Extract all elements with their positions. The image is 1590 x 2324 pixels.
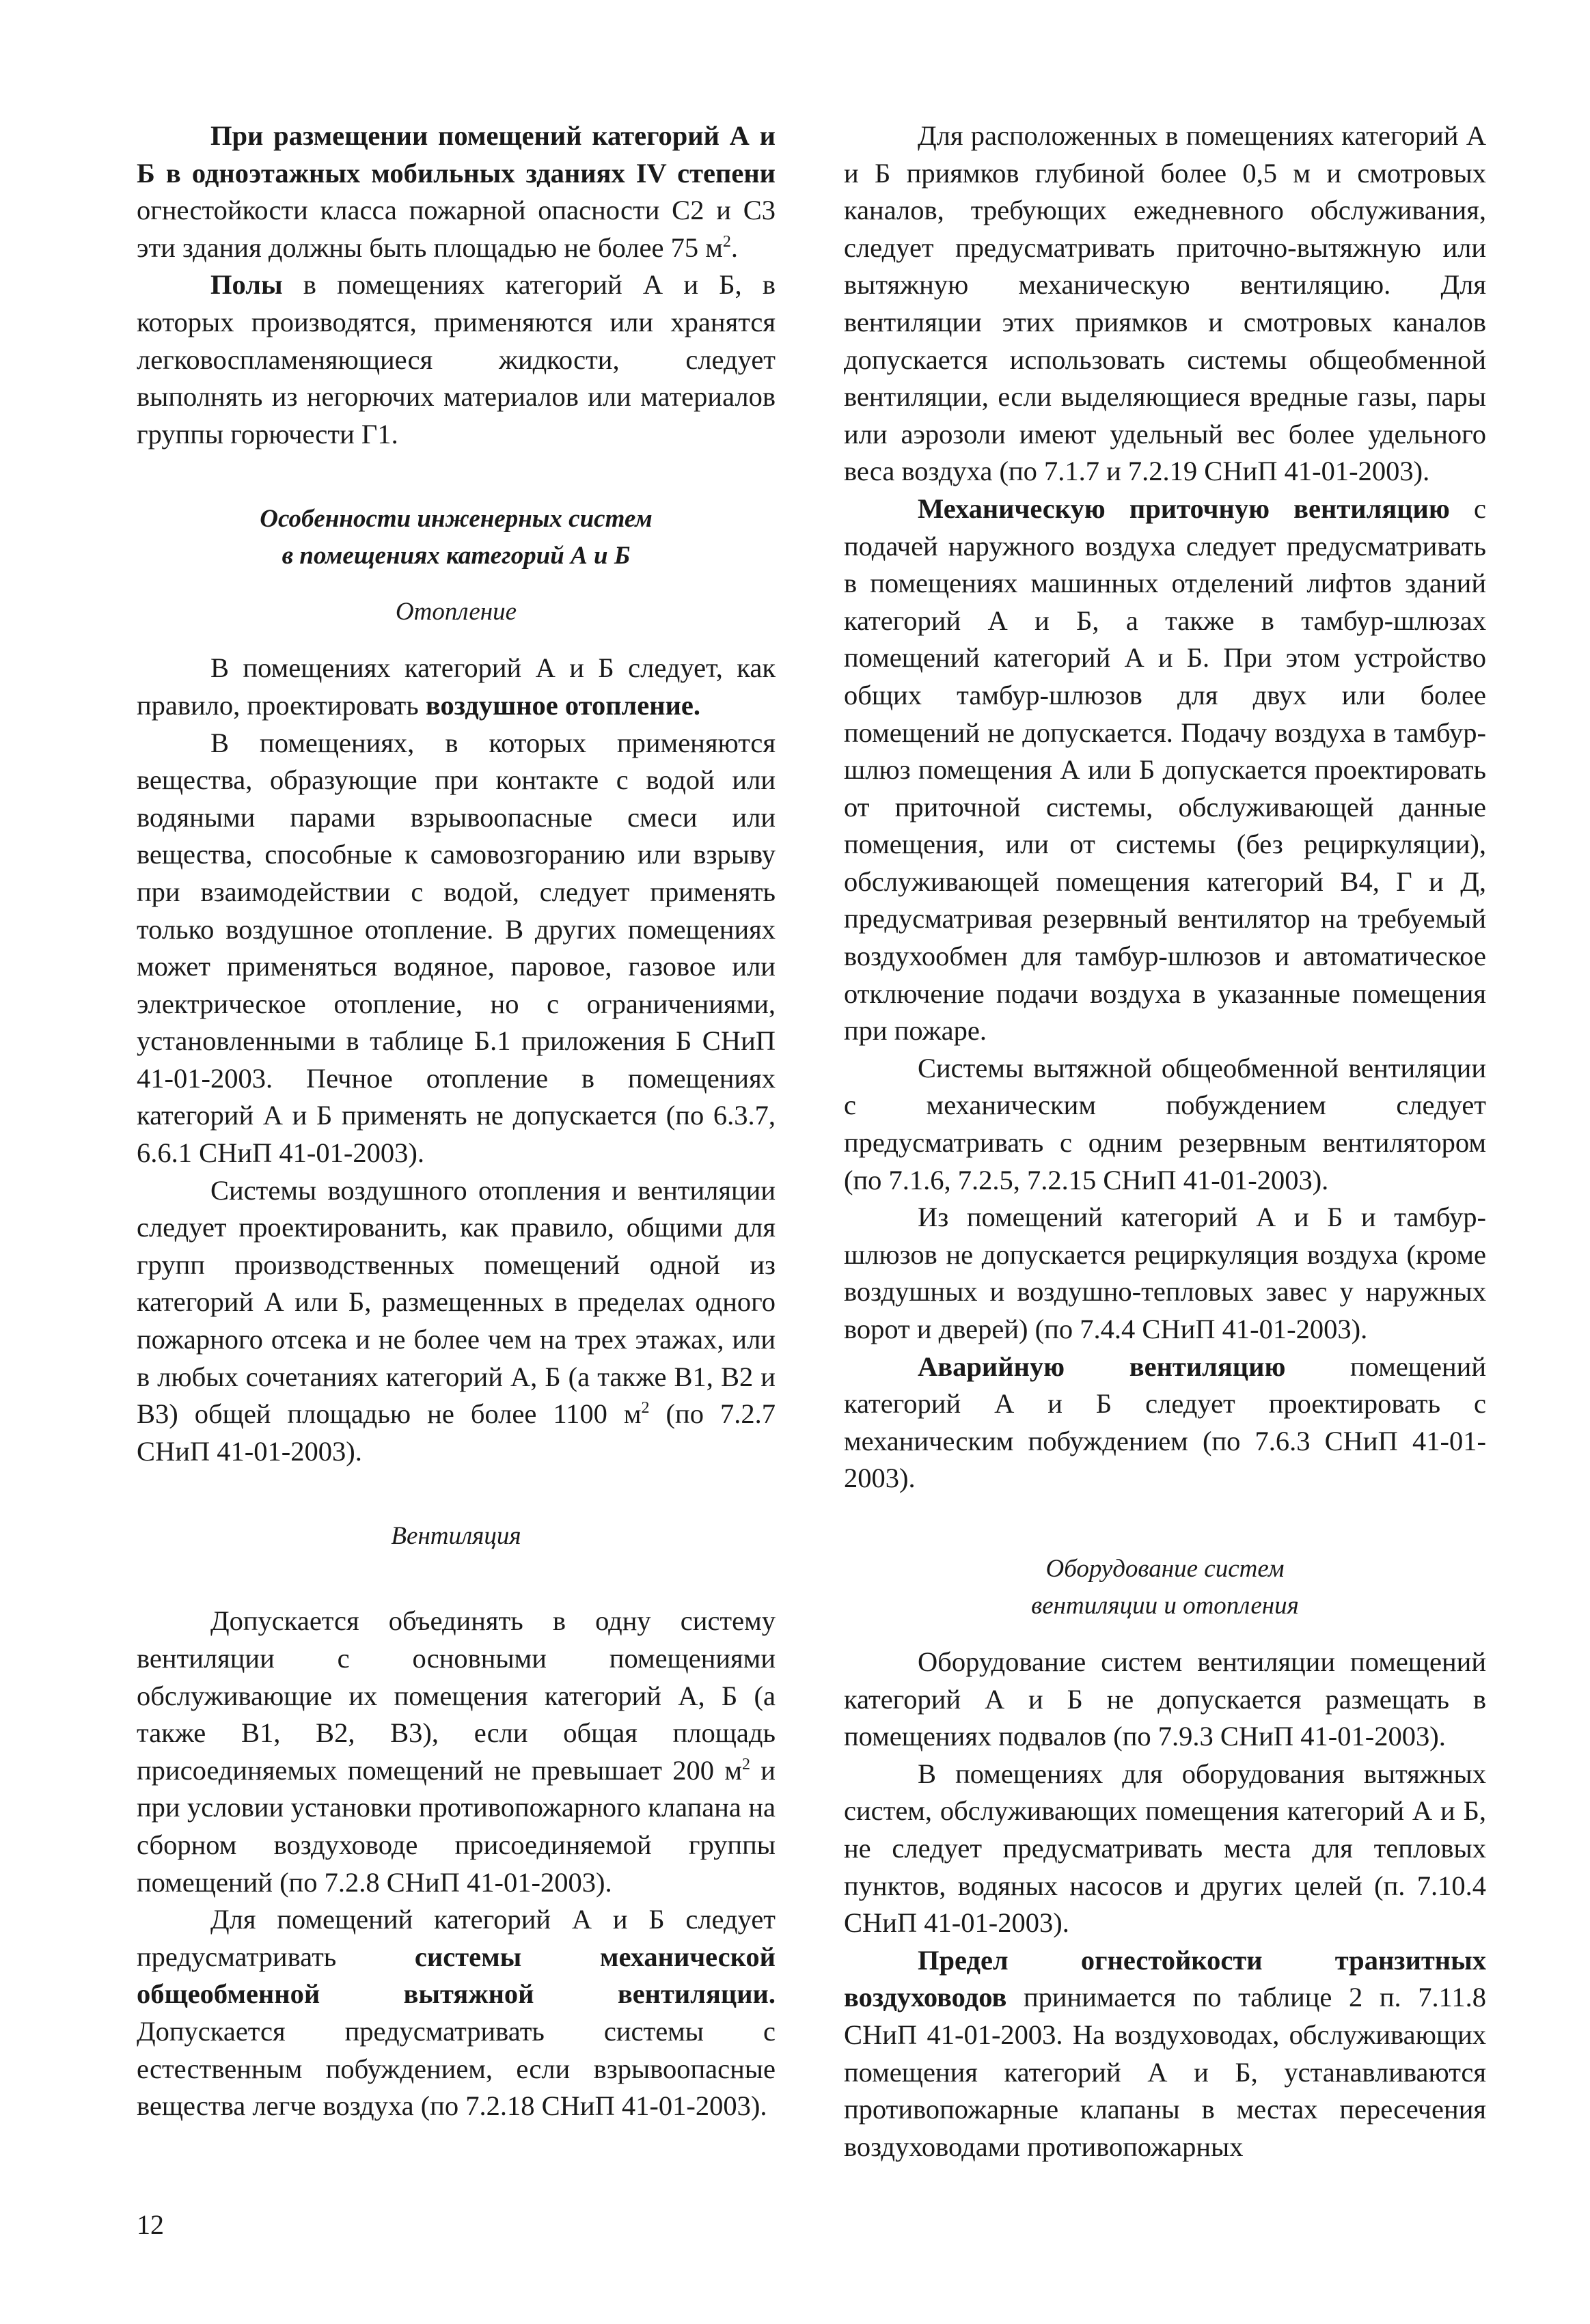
paragraph-air-heating-systems: Системы воздушного отопления и вентиляции следует проектированить, как правило, общими для групп производственных помещений одной из категорий А или Б, размещенных в пределах одного пожарного отсека и не более чем на трех этажах, или в любых сочетаниях категорий А, Б (а также В1, В2 и В3) общей площадью не более 1100 $м^2$ (по 7.2.7 СНиП 41-01-2003).	[137, 1174, 776, 1467]
section-heading-engineering-systems: Особенности инженерных систем в помещениях категорий А и Б	[260, 505, 653, 570]
paragraph-mobile-buildings: При размещении помещений категорий А и Б в одноэтажных мобильных зданиях IV степени огнестойкости класса пожарной опасности С2 и С3 эти здания должны быть площадью не более 75 $м^2$.	[137, 120, 776, 263]
paragraph-recirculation: Из помещений категорий А и Б и тамбур-шлюзов не допускается рециркуляция воздуха (кроме воздушных и воздушно-тепловых завес у наружных ворот и дверей) (по 7.4.4 СНиП 41-01-2003).	[844, 1202, 1486, 1344]
paragraph-reserve-fan: Системы вытяжной общеобменной вентиляции с механическим побуждением следует предусматривать с одним резервным вентилятором (по 7.1.6, 7.2.5, 7.2.15 СНиП 41-01-2003).	[844, 1052, 1486, 1195]
left-column	[137, 117, 776, 2125]
paragraph-basement-equipment: Оборудование систем вентиляции помещений категорий А и Б не допускается размещать в помещениях подвалов (по 7.9.3 СНиП 41-01-2003).	[844, 1646, 1486, 1752]
paragraph-supply-ventilation: Механическую приточную вентиляцию с подачей наружного воздуха следует предусматривать в помещениях машинных отделений лифтов зданий категорий А и Б, а также в тамбур-шлюзах помещений категорий А и Б. При этом устройство общих тамбур-шлюзов для двух или более помещений не допускается. Подачу воздуха в тамбур-шлюз помещения А или Б допускается проектировать от приточной системы, обслуживающей данные помещения, или от системы (без рециркуляции), обслуживающей помещения категорий В4, Г и Д, предусматривая резервный вентилятор на требуемый воздухообмен для тамбур-шлюзов и автоматическое отключение подачи воздуха в указанные помещения при пожаре.	[844, 493, 1486, 1047]
page-number: 12	[137, 2209, 164, 2240]
right-column	[844, 117, 1486, 2166]
subsection-heading-ventilation: Вентиляция	[391, 1522, 521, 1551]
paragraph-exhaust-equipment-rooms: В помещениях для оборудования вытяжных систем, обслуживающих помещения категорий А и Б, не следует предусматривать места для тепловых пунктов, водяных насосов и других целей (п. 7.10.4 СНиП 41-01-2003).	[844, 1758, 1486, 1939]
section-heading-equipment: Оборудование систем вентиляции и отопления	[1031, 1554, 1299, 1620]
paragraph-combined-ventilation: Допускается объединять в одну систему вентиляции с основными помещениями обслуживающие их помещения категорий А, Б (а также В1, В2, В3), если общая площадь присоединяемых помещений не превышает 200 $м^2$ и при условии установки противопожарного клапана на сборном воздуховоде присоединяемой группы помещений (по 7.2.8 СНиП 41-01-2003).	[137, 1605, 776, 1898]
paragraph-pits-and-channels: Для расположенных в помещениях категорий А и Б приямков глубиной более 0,5 м и смотровых каналов, требующих ежедневного обслуживания, следует предусматривать приточно-вытяжную или вытяжную механическую вентиляцию. Для вентиляции этих приямков и смотровых каналов допускается использовать системы общеобменной вентиляции, если выделяющиеся вредные газы, пары или аэрозоли имеют удельный вес более удельного веса воздуха (по 7.1.7 и 7.2.19 СНиП 41-01-2003).	[844, 120, 1486, 487]
paragraph-transit-ducts: Предел огнестойкости транзитных воздуховодов принимается по таблице 2 п. 7.11.8 СНиП 41-01-2003. На воздуховодах, обслуживающих помещения категорий А и Б, устанавливаются противопожарные клапаны в местах пересечения воздуховодами противопожарных	[844, 1944, 1486, 2162]
paragraph-emergency-ventilation: Аварийную вентиляцию помещений категорий А и Б следует проектировать с механическим побуждением (по 7.6.3 СНиП 41-01-2003).	[844, 1351, 1486, 1494]
paragraph-exhaust-ventilation: Для помещений категорий А и Б следует предусматривать системы механической общеобменной вытяжной вентиляции. Допускается предусматривать системы с естественным побуждением, если взрывоопасные вещества легче воздуха (по 7.2.18 СНиП 41-01-2003).	[137, 1904, 776, 2122]
paragraph-air-heating: В помещениях категорий А и Б следует, как правило, проектировать воздушное отопление.	[137, 652, 776, 721]
paragraph-heating-restrictions: В помещениях, в которых применяются вещества, образующие при контакте с водой или водяными парами взрывоопасные смеси или вещества, способные к самовозгоранию или взрыву при взаимодействии с водой, следует применять только воздушное отопление. В других помещениях может применяться водяное, паровое, газовое или электрическое отопление, но с ограничениями, установленными в таблице Б.1 приложения Б СНиП 41-01-2003. Печное отопление в помещениях категорий А и Б применять не допускается (по 6.3.7, 6.6.1 СНиП 41-01-2003).	[137, 727, 776, 1169]
subsection-heading-heating: Отопление	[395, 598, 517, 626]
paragraph-floors: Полы в помещениях категорий А и Б, в которых производятся, применяются или хранятся легковоспламеняющиеся жидкости, следует выполнять из негорючих материалов или материалов группы горючести Г1.	[137, 269, 776, 449]
